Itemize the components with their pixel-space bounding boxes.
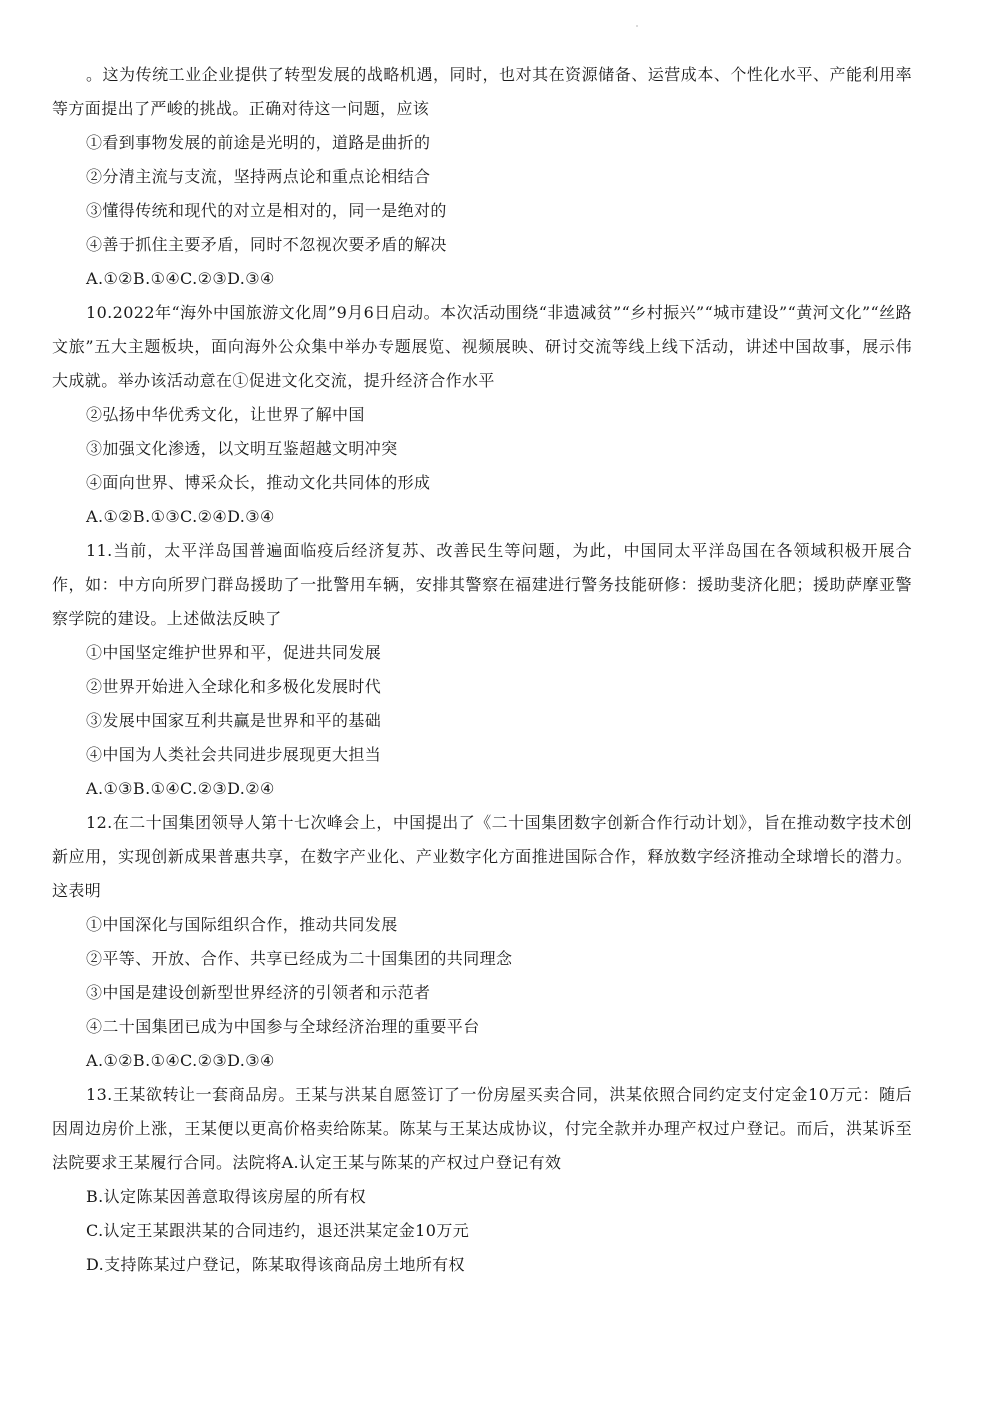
question-11 — [52, 534, 912, 806]
question-10 — [52, 296, 912, 534]
question-12-option-2: ②平等、开放、合作、共享已经成为二十国集团的共同理念 — [86, 949, 513, 968]
question-12-option-3: ③中国是建设创新型世界经济的引领者和示范者 — [86, 983, 431, 1002]
question-11-option-4: ④中国为人类社会共同进步展现更大担当 — [86, 745, 382, 764]
question-10-option-4: ④面向世界、博采众长，推动文化共同体的形成 — [86, 473, 431, 492]
question-12 — [52, 806, 912, 1078]
question-13 — [52, 1078, 912, 1282]
question-9-option-2: ②分清主流与支流，坚持两点论和重点论相结合 — [86, 167, 431, 186]
question-12-option-4: ④二十国集团已成为中国参与全球经济治理的重要平台 — [86, 1017, 480, 1036]
question-11-option-2: ②世界开始进入全球化和多极化发展时代 — [86, 677, 382, 696]
question-11-option-3: ③发展中国家互利共赢是世界和平的基础 — [86, 711, 382, 730]
question-13-option-d: D.支持陈某过户登记，陈某取得该商品房土地所有权 — [86, 1255, 465, 1274]
question-9-option-4: ④善于抓住主要矛盾，同时不忽视次要矛盾的解决 — [86, 235, 447, 254]
document-body — [52, 58, 912, 1282]
question-9-option-1: ①看到事物发展的前途是光明的，道路是曲折的 — [86, 133, 431, 152]
question-11-answer-choices: A.①③B.①④C.②③D.②④ — [86, 779, 275, 798]
question-10-answer-choices: A.①②B.①③C.②④D.③④ — [86, 507, 275, 526]
question-12-stem: 12.在二十国集团领导人第十七次峰会上，中国提出了《二十国集团数字创新合作行动计划》，旨在推动数字技术创新应用，实现创新成果普惠共享，在数字产业化、产业数字化方面推进国际合作，释放数字经济推动全球增长的潜力。这表明 — [52, 813, 912, 900]
question-9-answer-choices: A.①②B.①④C.②③D.③④ — [86, 269, 275, 288]
question-13-option-b: B.认定陈某因善意取得该房屋的所有权 — [86, 1187, 367, 1206]
question-10-option-2: ②弘扬中华优秀文化，让世界了解中国 — [86, 405, 365, 424]
question-10-option-3: ③加强文化渗透，以文明互鉴超越文明冲突 — [86, 439, 398, 458]
question-13-stem: 13.王某欲转让一套商品房。王某与洪某自愿签订了一份房屋买卖合同，洪某依照合同约定支付定金10万元：随后因周边房价上涨，王某便以更高价格卖给陈某。陈某与王某达成协议，付完全款并办理产权过户登记。而后，洪某诉至法院要求王某履行合同。法院将A.认定王某与陈某的产权过户登记有效 — [52, 1085, 912, 1172]
question-13-option-c: C.认定王某跟洪某的合同违约，退还洪某定金10万元 — [86, 1221, 470, 1240]
question-9-stem: 。这为传统工业企业提供了转型发展的战略机遇，同时，也对其在资源储备、运营成本、个性化水平、产能利用率等方面提出了严峻的挑战。正确对待这一问题，应该 — [52, 65, 912, 118]
question-10-stem: 10.2022年“海外中国旅游文化周”9月6日启动。本次活动围绕“非遗减贫”“乡村振兴”“城市建设”“黄河文化”“丝路文旅”五大主题板块，面向海外公众集中举办专题展览、视频展映、研讨交流等线上线下活动，讲述中国故事，展示伟大成就。举办该活动意在①促进文化交流，提升经济合作水平 — [52, 303, 912, 390]
question-9 — [52, 58, 912, 296]
question-11-option-1: ①中国坚定维护世界和平，促进共同发展 — [86, 643, 382, 662]
question-9-option-3: ③懂得传统和现代的对立是相对的，同一是绝对的 — [86, 201, 447, 220]
scan-speck — [636, 25, 638, 27]
question-12-answer-choices: A.①②B.①④C.②③D.③④ — [86, 1051, 275, 1070]
question-11-stem: 11.当前，太平洋岛国普遍面临疫后经济复苏、改善民生等问题，为此，中国同太平洋岛国在各领域积极开展合作，如：中方向所罗门群岛援助了一批警用车辆，安排其警察在福建进行警务技能研修：援助斐济化肥；援助萨摩亚警察学院的建设。上述做法反映了 — [52, 541, 912, 628]
question-12-option-1: ①中国深化与国际组织合作，推动共同发展 — [86, 915, 398, 934]
